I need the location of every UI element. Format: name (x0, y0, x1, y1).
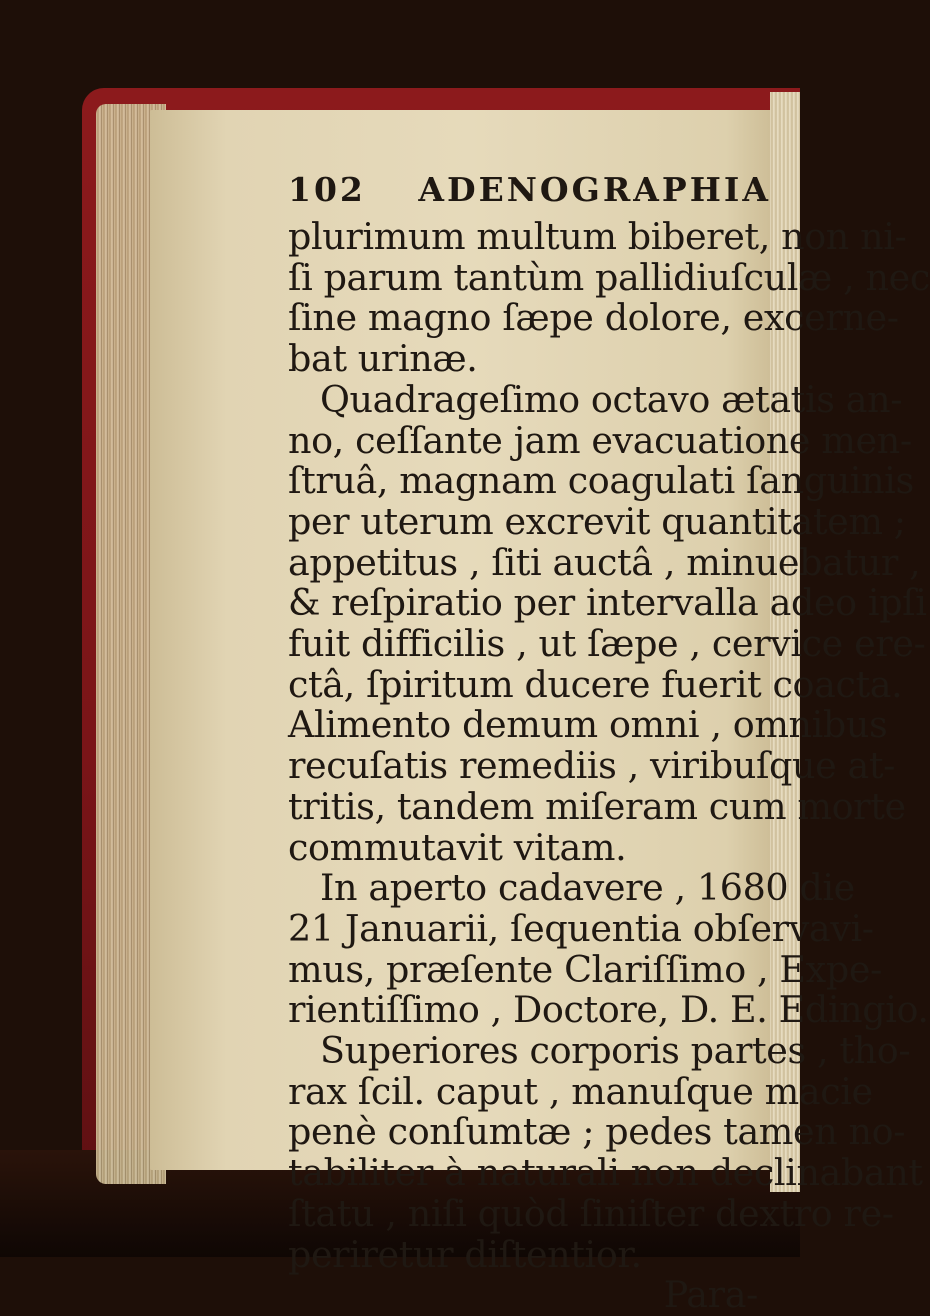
page-text (288, 170, 930, 1316)
text-line: penè conſumtæ ; pedes tamen no- (288, 1110, 906, 1154)
text-line: ſine magno ſæpe dolore, excerne- (288, 296, 899, 340)
catchword: Para- (663, 1273, 758, 1316)
running-head-title: ADENOGRAPHIA (418, 170, 771, 209)
text-line: bat urinæ. (288, 337, 478, 381)
text-line: ctâ, ſpiritum ducere fuerit coacta. (288, 662, 903, 706)
text-line: no, ceſſante jam evacuatione men- (288, 418, 912, 462)
page-number: 102 (288, 170, 366, 209)
text-line: per uterum excrevit quantitatem ; (288, 499, 906, 543)
text-line: mus, præſente Clariſſimo , Expe- (288, 947, 882, 991)
text-line: periretur diſtentior. (288, 1232, 642, 1276)
text-line: tritis, tandem miſeram cum morte (288, 784, 906, 828)
running-header (288, 170, 788, 209)
text-line: Superiores corporis partes , tho- (320, 1029, 911, 1073)
text-line: ſi parum tantùm pallidiuſculæ , nec (288, 255, 930, 299)
text-line: tabiliter à naturali non declinabant (288, 1151, 923, 1195)
text-line: appetitus , ſiti auctâ , minuebatur , (288, 540, 921, 584)
text-line: Quadrageſimo octavo ætatis an- (320, 377, 903, 421)
text-line: rientiſſimo , Doctore, D. E. Edingio. (288, 988, 929, 1032)
text-line: rax ſcil. caput , manuſque macie (288, 1069, 873, 1113)
text-line: commutavit vitam. (288, 825, 627, 869)
text-line: Alimento demum omni , omnibus (288, 703, 888, 747)
text-line: ſtruâ, magnam coagulati ſanguinis (288, 459, 914, 503)
text-line: 21 Januarii, ſequentia obſervavi- (288, 906, 874, 950)
text-line: plurimum multum biberet, non ni- (288, 215, 907, 258)
text-line: fuit difficilis , ut ſæpe , cervice ere- (288, 622, 926, 666)
text-line: In aperto cadavere , 1680 die (320, 866, 855, 910)
text-line: & reſpiratio per intervalla adeo ipſi (288, 581, 927, 625)
text-line: recuſatis remediis , viribuſque at- (288, 744, 896, 788)
text-line: ſtatu , niſi quòd ſiniſter dextro re- (288, 1191, 894, 1235)
